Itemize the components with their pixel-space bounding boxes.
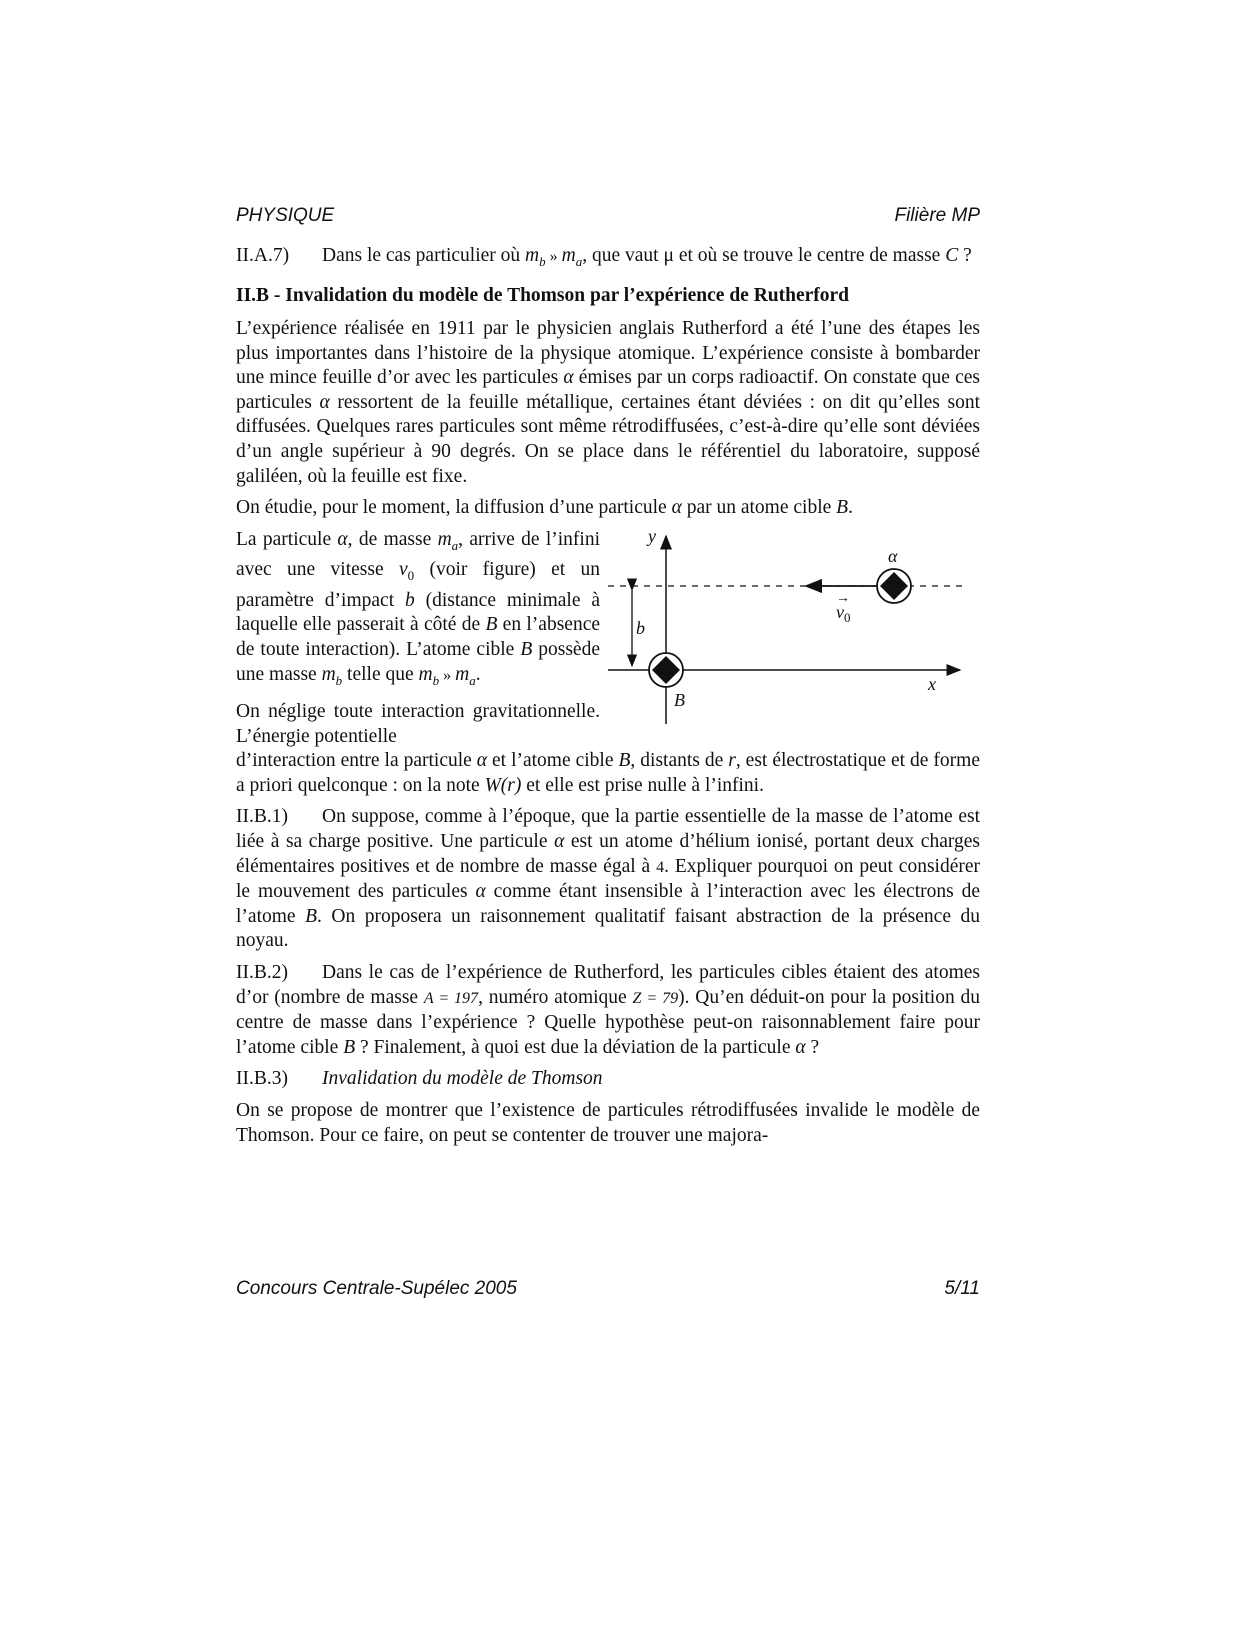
velocity-vector-mark: → — [836, 590, 850, 606]
rutherford-figure — [608, 528, 980, 738]
potential-paragraph: d’interaction entre la particule α et l’atome cible B, distants de r, est électrostatique et de forme a priori quelconque : on la note W(r) et elle est prise nulle à l’infini. — [236, 750, 980, 796]
x-axis-label: x — [928, 673, 936, 694]
page-footer — [236, 1278, 980, 1300]
impact-parameter-label: b — [636, 617, 645, 638]
intro-paragraph-1: L’expérience réalisée en 1911 par le physicien anglais Rutherford a été l’une des étapes les plus importantes dans l’histoire de la physique atomique. L’expérience consiste à bombarder une mince feuille d’or avec les particules α émises par un corps radioactif. On constate que ces particules α ressortent de la feuille métallique, certaines étant déviées : on dit qu’elles sont diffusées. Quelques rares particules sont même rétrodiffusées, c’est-à-dire qu’elle sont déviées d’un angle supérieur à 90 degrés. On se place dans le référentiel du laboratoire, supposé galiléen, où la feuille est fixe. — [236, 318, 980, 487]
question-number: II.B.2) — [236, 962, 288, 983]
velocity-label: $v_0$ — [836, 601, 851, 625]
header-track: Filière MP — [894, 205, 980, 226]
question-IIB3 — [236, 1067, 980, 1092]
question-number: II.B.3) — [236, 1068, 288, 1090]
gravitation-paragraph: On néglige toute interaction gravitationnelle. L’énergie potentielle — [236, 701, 600, 747]
question-title: Invalidation du modèle de Thomson — [322, 1068, 603, 1090]
header-subject: PHYSIQUE — [236, 205, 335, 226]
alpha-particle — [877, 569, 911, 603]
target-label: B — [674, 689, 685, 710]
scattering-diagram — [608, 528, 980, 738]
question-number: II.A.7) — [236, 245, 290, 266]
figure-block — [236, 528, 980, 749]
question-IIB1: II.B.1) On suppose, comme à l’époque, que la partie essentielle de la masse de l’atome est liée à sa charge positive. Une particule α est un atome d’hélium ionisé, portant deux charges élémentaires positives et de nombre de masse égal à 4. Expliquer pourquoi on peut considérer le mouvement des particules α comme étant insensible à l’interaction avec les électrons de l’atome B. On proposera un raisonnement qualitatif faisant abstraction de la présence du noyau. — [236, 806, 981, 952]
question-number: II.B.1) — [236, 806, 288, 828]
page-header — [236, 205, 980, 227]
question-IIB2: II.B.2) Dans le cas de l’expérience de Rutherford, les particules cibles étaient des atomes d’or (nombre de masse A = 197, numéro atomique Z = 79). Qu’en déduit-on pour la position du centre de masse dans l’expérience ? Quelle hypothèse peut-on raisonnablement faire pour l’atome cible B ? Finalement, à quoi est due la déviation de la particule α ? — [236, 962, 981, 1058]
setup-paragraph: La particule α, de masse $m_a$, arrive de l’infini avec une vitesse $v_0$ (voir figure) et un paramètre d’impact b (distance minimale à laquelle elle passerait à côté de B en l’absence de toute interaction). L’atome cible B possède une masse $m_b$ telle que $m_b$ » $m_a$. — [236, 528, 601, 688]
alpha-label: α — [888, 545, 898, 566]
intro-paragraph-2: On étudie, pour le moment, la diffusion d’une particule α par un atome cible B. — [236, 497, 853, 519]
footer-contest: Concours Centrale-Supélec 2005 — [236, 1278, 517, 1299]
footer-page-number: 5/11 — [944, 1278, 980, 1299]
y-axis-label: y — [648, 527, 656, 546]
target-atom — [649, 653, 683, 687]
page-content — [236, 244, 980, 1155]
figure-side-text — [236, 528, 600, 749]
section-heading-IIB: II.B - Invalidation du modèle de Thomson par l’expérience de Rutherford — [236, 285, 850, 307]
question-IIA7: II.A.7) Dans le cas particulier où $m_b$ » $m_a$, que vaut μ et où se trouve le centre de masse C ? — [236, 245, 972, 269]
thomson-paragraph: On se propose de montrer que l’existence de particules rétrodiffusées invalide le modèle de Thomson. Pour ce faire, on peut se contenter de trouver une majora- — [236, 1099, 980, 1146]
